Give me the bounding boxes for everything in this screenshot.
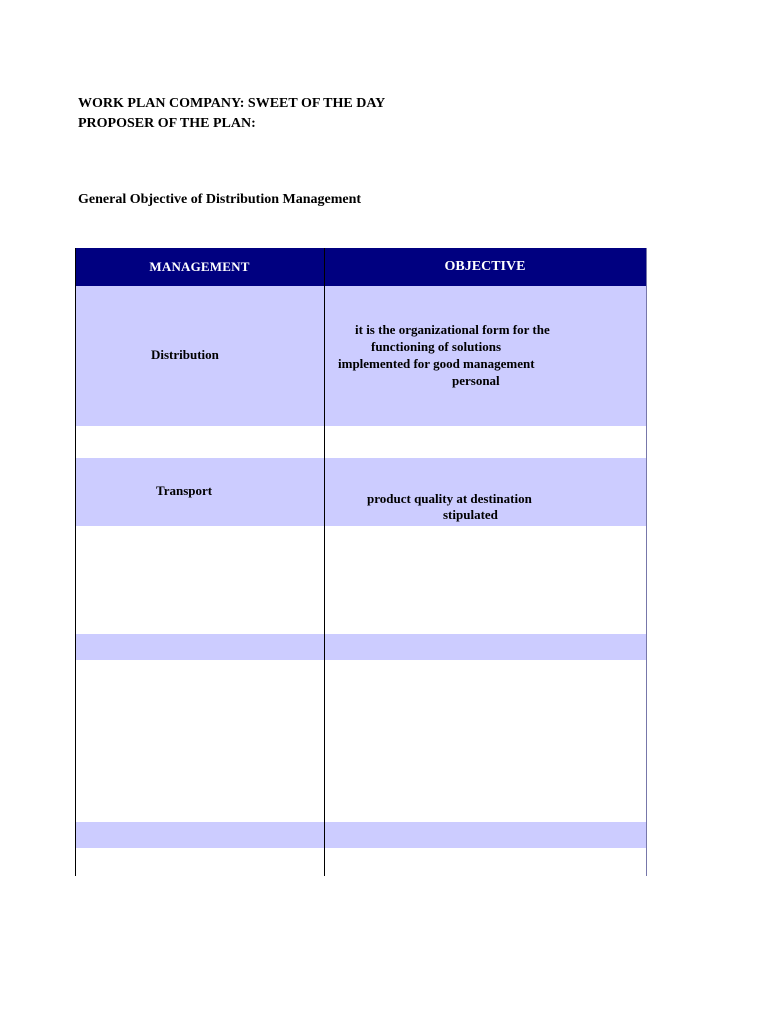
objective-cell-line: product quality at destination <box>367 491 532 506</box>
column-header-objective: OBJECTIVE <box>444 259 526 274</box>
table-right-border <box>646 248 647 876</box>
objective-cell-line: functioning of solutions <box>371 339 502 354</box>
proposer-label: PROPOSER OF THE PLAN: <box>78 116 256 131</box>
table-row <box>75 822 647 848</box>
objective-cell-line: stipulated <box>443 507 498 522</box>
table-header-row <box>75 248 647 286</box>
objective-cell-line: implemented for good management <box>338 356 535 371</box>
objective-cell-line: it is the organizational form for the <box>355 322 550 337</box>
management-cell: Transport <box>156 483 213 498</box>
table-left-border <box>75 248 76 876</box>
work-plan-table <box>75 248 647 876</box>
management-cell: Distribution <box>151 347 219 362</box>
table-row <box>75 634 647 660</box>
column-divider <box>324 248 325 876</box>
document-title: WORK PLAN COMPANY: SWEET OF THE DAY <box>78 96 386 111</box>
column-header-management: MANAGEMENT <box>149 259 250 274</box>
section-title: General Objective of Distribution Management <box>78 192 362 207</box>
objective-cell-line: personal <box>452 373 500 388</box>
